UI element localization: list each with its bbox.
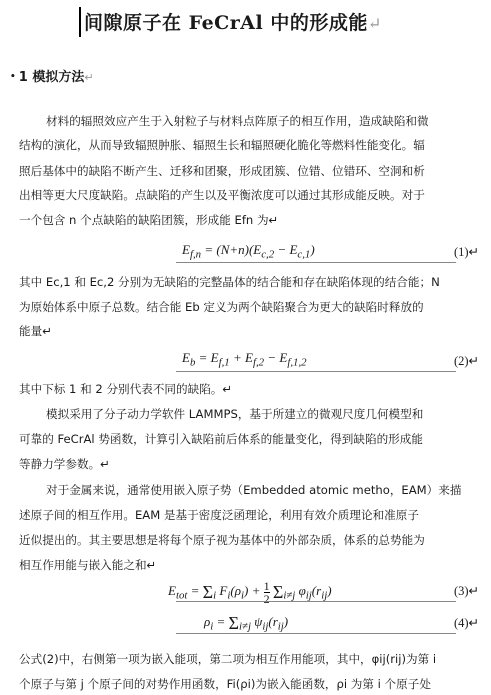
equation-number: (1)↵	[453, 245, 479, 259]
equation-number: (4)↵	[453, 616, 479, 630]
body-line[interactable]: 相互作用能与嵌入能之和↵	[19, 558, 157, 572]
body-line[interactable]: 材料的辐照效应产生于入射粒子与材料点阵原子的相互作用，造成缺陷和微	[46, 114, 429, 128]
body-line[interactable]: 述原子间的相互作用。EAM 是基于密度泛函理论，利用有效介质理论和准原子	[19, 508, 419, 522]
body-line[interactable]: 近似提出的。其主要思想是将每个原子视为基体中的外部杂质，体系的总势能为	[19, 533, 425, 547]
body-line[interactable]: 结构的演化，从而导致辐照肿胀、辐照生长和辐照硬化脆化等燃料性能变化。辐	[19, 138, 425, 152]
body-line[interactable]: 为原始体系中原子总数。结合能 Eb 定义为两个缺陷聚合为更大的缺陷时释放的	[19, 300, 424, 314]
body-line[interactable]: 其中 Ec,1 和 Ec,2 分别为无缺陷的完整晶体的结合能和存在缺陷体现的结合能；N	[19, 275, 440, 289]
paragraph-mark: ↵	[84, 71, 94, 84]
body-line[interactable]: 等静力学参数。↵	[19, 457, 110, 471]
equation-underline	[176, 633, 456, 634]
bullet-icon: •	[10, 72, 16, 82]
body-line[interactable]: 其中下标 1 和 2 分别代表不同的缺陷。↵	[19, 382, 233, 396]
equation-3[interactable]: $E_{tot} = \Sigma_i$ $F_i(\rho_i)$ + $\frac{1}{2}$ $\Sigma_{i\ne j}$ $\varphi_{ij}(r_{ij})$	[168, 579, 332, 606]
equation-underline	[176, 262, 456, 263]
section-number: 1	[18, 70, 28, 85]
body-line[interactable]: 出相等更大尺度缺陷。点缺陷的产生以及平衡浓度可以通过其形成能反映。对于	[19, 188, 425, 202]
equation-4[interactable]: $\rho_i = \Sigma_{i\ne j}$ $\psi_{ij}(r_{ij})$	[204, 613, 289, 633]
title-text: 间隙原子在 FeCrAl 中的形成能	[84, 12, 368, 34]
document-title[interactable]	[84, 8, 382, 35]
equation-underline	[176, 601, 456, 602]
body-line[interactable]: 个原子与第 j 个原子间的对势作用函数，Fi(ρi)为嵌入能函数，ρi 为第 i 个原子处	[19, 677, 431, 691]
section-title: 模拟方法	[32, 70, 85, 85]
body-line[interactable]: 可靠的 FeCrAl 势函数，计算引入缺陷前后体系的能量变化，得到缺陷的形成能	[19, 432, 423, 446]
equation-2[interactable]: $E_b = E_{f,1} + E_{f,2} - E_{f,1,2}$	[182, 350, 307, 369]
body-line[interactable]: 模拟采用了分子动力学软件 LAMMPS，基于所建立的微观尺度几何模型和	[46, 407, 424, 421]
section-heading[interactable]	[10, 66, 94, 85]
equation-underline	[176, 371, 456, 372]
body-line[interactable]: 一个包含 n 个点缺陷的缺陷团簇，形成能 Efn 为↵	[19, 213, 279, 227]
equation-number: (2)↵	[453, 354, 479, 368]
text-cursor	[79, 7, 81, 37]
paragraph-mark: ↵	[367, 14, 382, 33]
body-line[interactable]: 对于金属来说，通常使用嵌入原子势（Embedded atomic metho，EAM）来描	[46, 483, 462, 497]
body-line[interactable]: 能量↵	[19, 324, 52, 338]
equation-1[interactable]: $E_{f,n} = (N+n)(E_{c,2} - E_{c,1})$	[182, 242, 315, 261]
body-line[interactable]: 照后基体中的缺陷不断产生、迁移和团聚，形成团簇、位错、位错环、空洞和析	[19, 164, 425, 178]
body-line[interactable]: 公式(2)中，右侧第一项为嵌入能项，第二项为相互作用能项，其中，φij(rij)为第 i	[19, 652, 437, 666]
equation-number: (3)↵	[453, 584, 479, 598]
